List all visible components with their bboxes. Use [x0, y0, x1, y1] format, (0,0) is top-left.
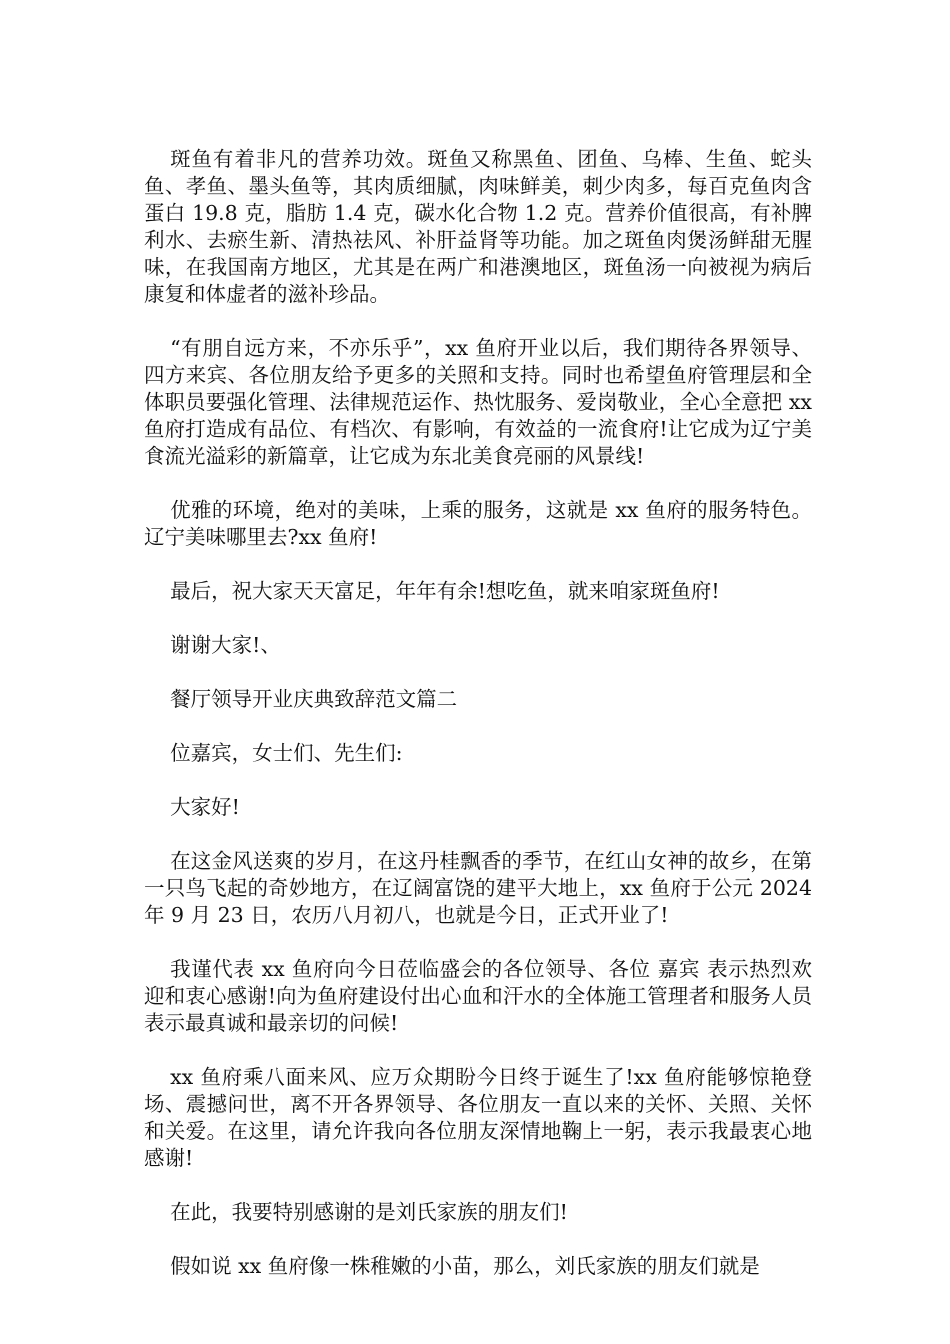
paragraph-special-thanks: 在此，我要特别感谢的是刘氏家族的朋友们!	[170, 1200, 568, 1224]
paragraph-friends-welcome: “有朋自远方来，不亦乐乎”，xx 鱼府开业以后，我们期待各界领导、四方来宾、各位朋友给予更多的关照和支持。同时也希望鱼府管理层和全体职员要强化管理、法律规范运作、热忱服务、爱岗敬业，全心全意把 xx 鱼府打造成有品位、有档次、有影响，有效益的一流食府!让它成为辽宁美食流光溢彩的新篇章，让它成为东北美食亮丽的风景线!	[144, 336, 819, 468]
paragraph-service-features: 优雅的环境，绝对的美味，上乘的服务，这就是 xx 鱼府的服务特色。辽宁美味哪里去?xx 鱼府!	[144, 498, 812, 549]
paragraph-thanks: 谢谢大家!、	[170, 633, 281, 657]
document-body	[144, 146, 819, 1307]
paragraph-gratitude: xx 鱼府乘八面来风、应万众期盼今日终于诞生了!xx 鱼府能够惊艳登场、震撼问世，离不开各界领导、各位朋友一直以来的关怀、关照、关怀和关爱。在这里，请允许我向各位朋友深情地鞠上一躬，表示我最衷心地感谢!	[144, 1065, 812, 1170]
paragraph-metaphor: 假如说 xx 鱼府像一株稚嫩的小苗，那么，刘氏家族的朋友们就是	[170, 1254, 760, 1278]
paragraph-salutation: 位嘉宾，女士们、先生们:	[170, 741, 403, 765]
paragraph-nutrition: 斑鱼有着非凡的营养功效。斑鱼又称黑鱼、团鱼、乌棒、生鱼、蛇头鱼、孝鱼、墨头鱼等，其肉质细腻，肉味鲜美，刺少肉多，每百克鱼肉含蛋白 19.8 克，脂肪 1.4 克，碳水化合物 1.2 克。营养价值很高，有补脾利水、去瘀生新、清热祛风、补肝益肾等功能。加之斑鱼肉煲汤鲜甜无腥味，在我国南方地区，尤其是在两广和港澳地区，斑鱼汤一向被视为病后康复和体虚者的滋补珍品。	[144, 147, 812, 306]
paragraph-opening-announcement: 在这金风送爽的岁月，在这丹桂飘香的季节，在红山女神的故乡，在第一只鸟飞起的奇妙地方，在辽阔富饶的建平大地上，xx 鱼府于公元 2024 年 9 月 23 日，农历八月初八，也就是今日，正式开业了!	[144, 849, 819, 927]
paragraph-representation: 我谨代表 xx 鱼府向今日莅临盛会的各位领导、各位 嘉宾 表示热烈欢迎和衷心感谢!向为鱼府建设付出心血和汗水的全体施工管理者和服务人员表示最真诚和最亲切的问候!	[144, 957, 812, 1035]
paragraph-closing-wish: 最后，祝大家天天富足，年年有余!想吃鱼，就来咱家斑鱼府!	[170, 579, 720, 603]
paragraph-greeting: 大家好!	[170, 795, 240, 819]
section-heading: 餐厅领导开业庆典致辞范文篇二	[170, 687, 458, 711]
